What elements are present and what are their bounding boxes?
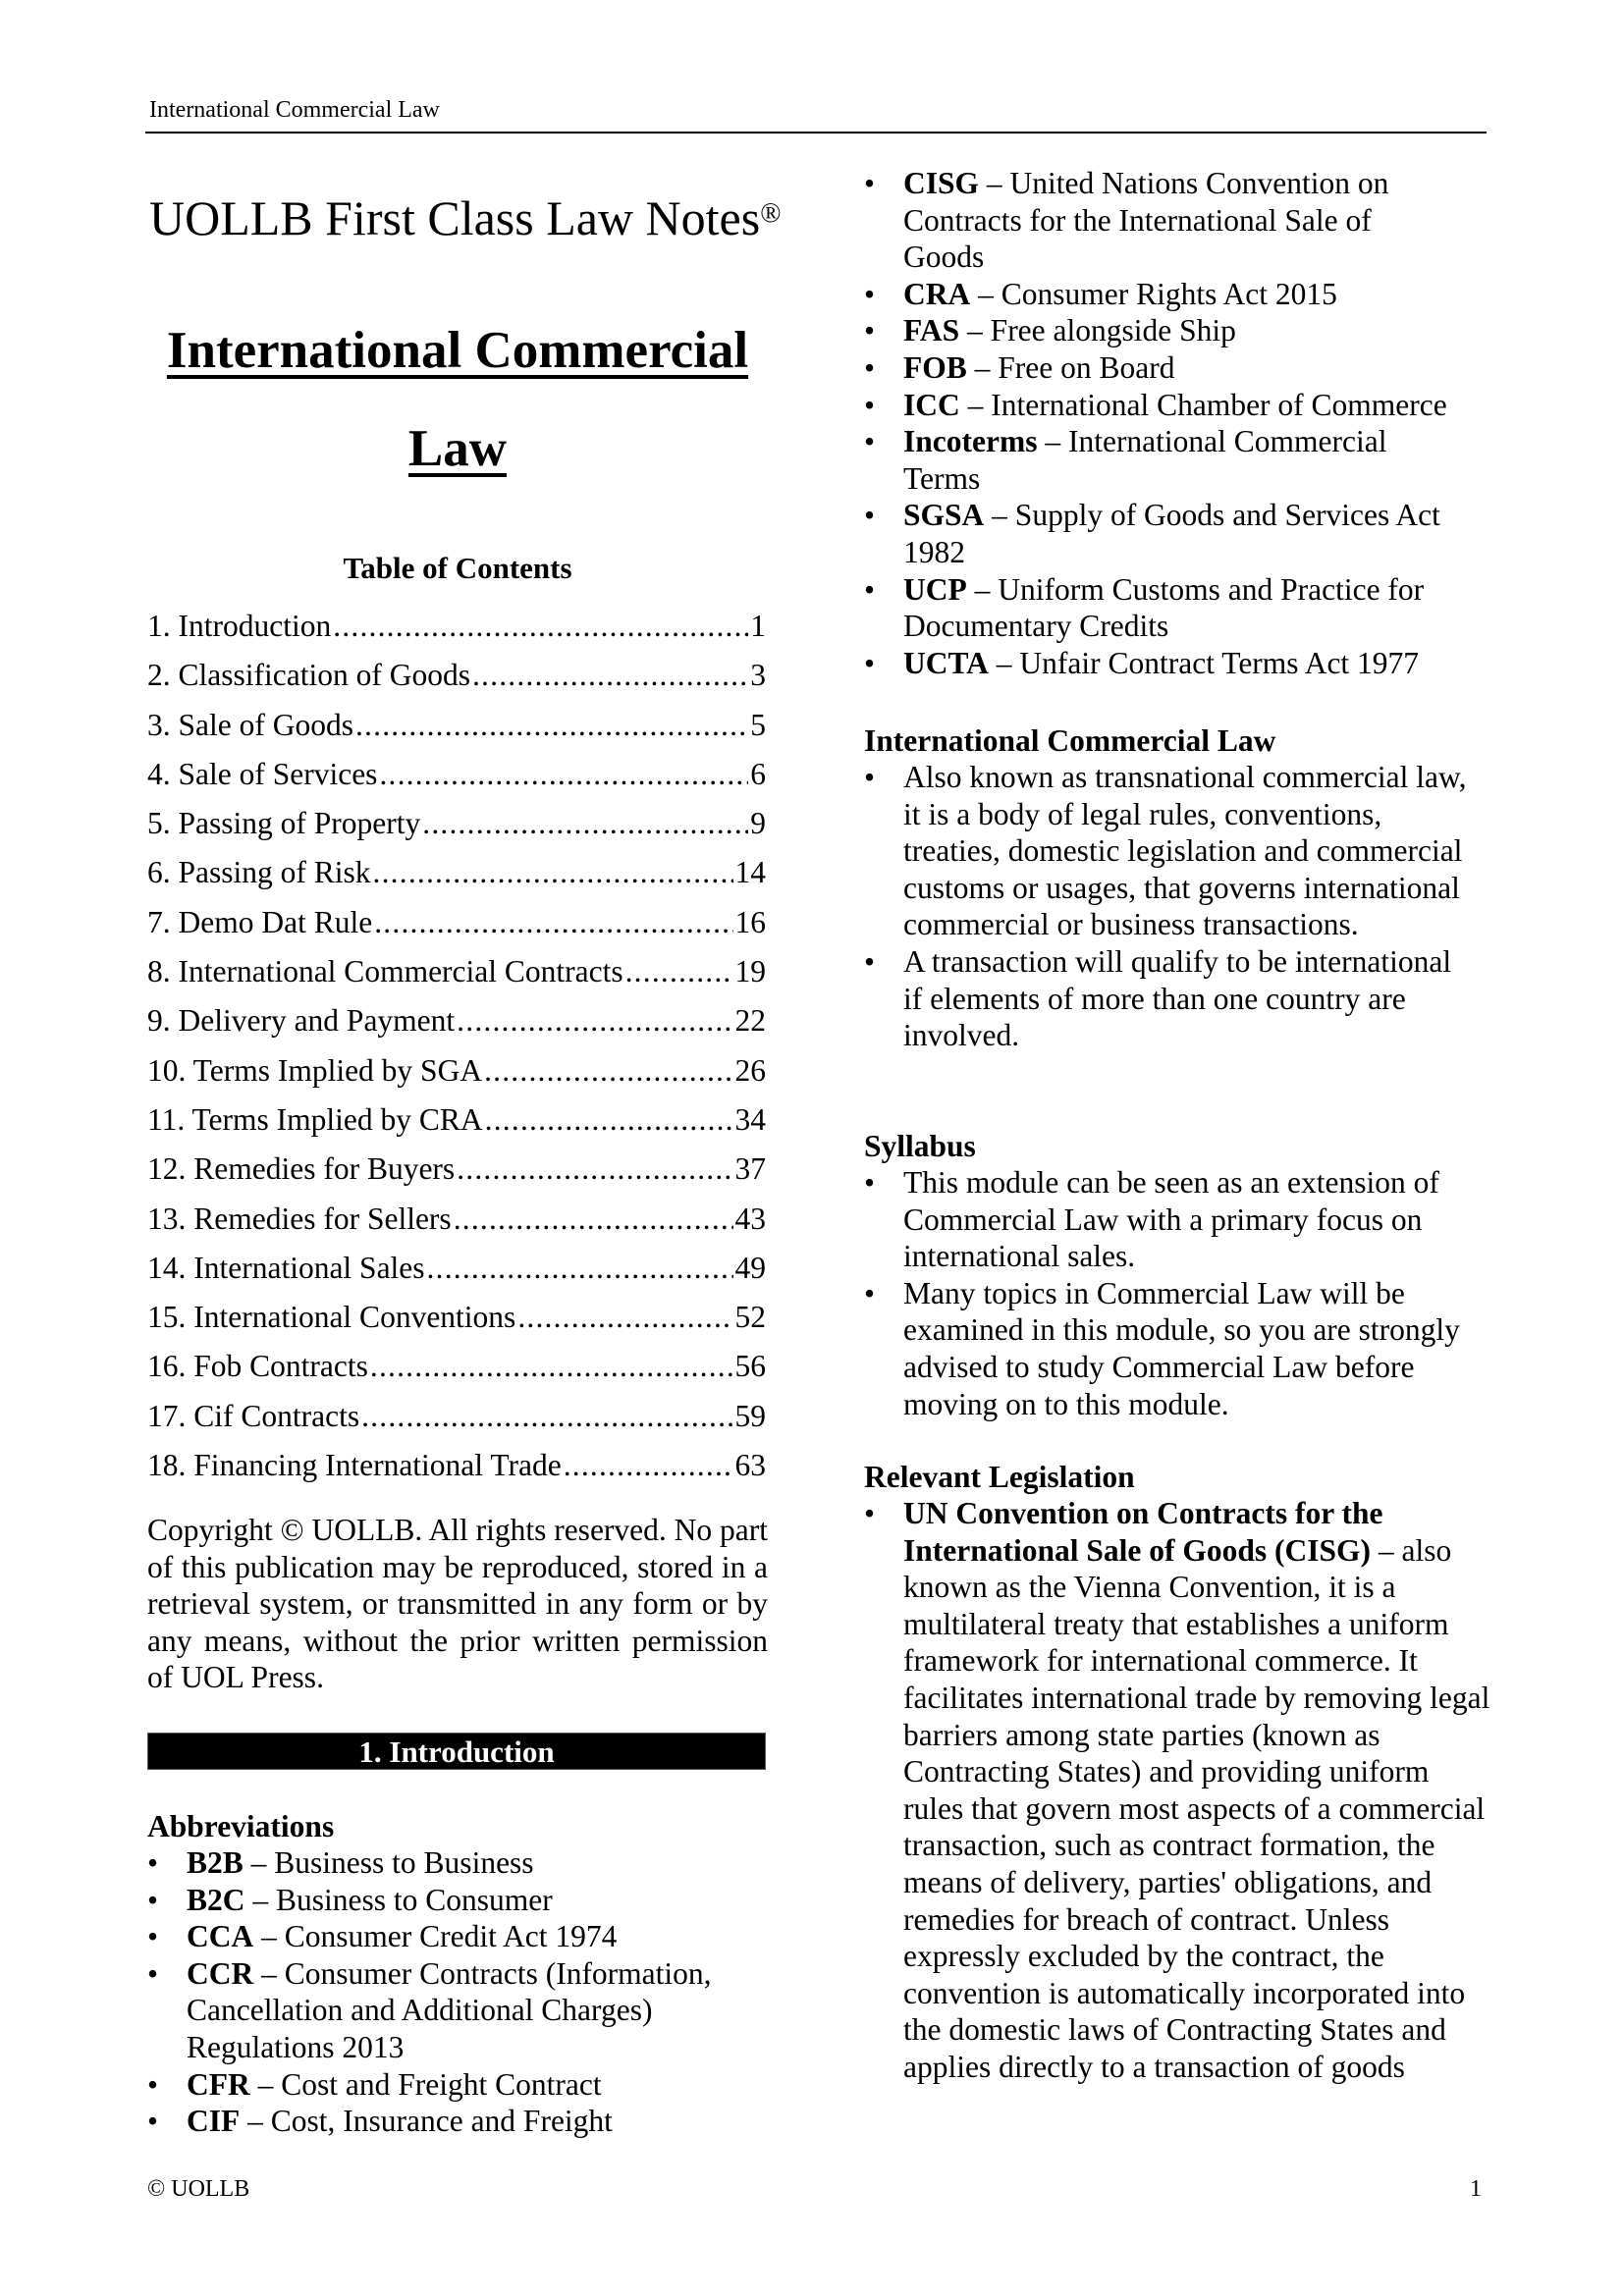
toc-entry-page: 22	[734, 1003, 766, 1039]
toc-leader-dots	[427, 1249, 733, 1288]
toc-entry[interactable]	[147, 952, 766, 1001]
abbreviation-term: CIF	[187, 2104, 241, 2139]
toc-entry-page: 56	[734, 1349, 766, 1384]
icl-item	[864, 759, 1483, 943]
toc-entry-label: 5. Passing of Property	[147, 806, 421, 841]
toc-leader-dots	[370, 1347, 733, 1386]
footer-copyright: © UOLLB	[147, 2176, 250, 2202]
toc-entry-page: 5	[750, 707, 766, 742]
bullet-icon: •	[864, 1496, 876, 1530]
toc-leader-dots	[379, 755, 748, 794]
toc-leader-dots	[333, 607, 748, 646]
section-heading-bar: 1. Introduction	[147, 1733, 766, 1770]
toc-entry[interactable]	[147, 1051, 766, 1100]
brand-text: UOLLB First Class Law Notes	[149, 190, 761, 245]
abbreviation-item	[864, 276, 1492, 313]
toc-entry-label: 4. Sale of Services	[147, 756, 378, 791]
abbreviation-desc: – Consumer Contracts (Information, Cancellation and Additional Charges) Regulations 2013	[187, 1955, 712, 2064]
table-of-contents	[147, 607, 766, 1495]
abbreviation-desc: – International Chamber of Commerce	[959, 387, 1447, 422]
toc-entry[interactable]	[147, 755, 766, 804]
abbreviation-term: CISG	[903, 166, 980, 200]
toc-leader-dots	[361, 1397, 732, 1436]
abbreviation-desc: – Business to Consumer	[244, 1882, 553, 1917]
toc-entry-page: 59	[734, 1398, 766, 1433]
bullet-icon: •	[147, 1882, 159, 1917]
brand-line	[149, 188, 781, 247]
toc-entry[interactable]	[147, 706, 766, 755]
toc-entry[interactable]	[147, 656, 766, 705]
document-title-line-1	[147, 320, 768, 381]
document-title-text-1: International Commercial	[166, 322, 749, 379]
bullet-icon: •	[864, 387, 876, 422]
document-title-line-2	[147, 418, 768, 479]
icl-heading: International Commercial Law	[864, 723, 1276, 758]
toc-entry[interactable]	[147, 1347, 766, 1396]
toc-entry-page: 52	[734, 1300, 766, 1335]
toc-leader-dots	[422, 804, 748, 843]
registered-mark-icon: ®	[760, 198, 782, 229]
abbreviation-item	[147, 1955, 776, 2066]
abbreviation-desc: – Uniform Customs and Practice for Documentary Credits	[903, 571, 1425, 644]
abbreviation-desc: – Consumer Credit Act 1974	[253, 1919, 618, 1954]
bullet-icon: •	[864, 313, 876, 348]
abbreviations-list-left	[147, 1844, 776, 2140]
abbreviation-item	[864, 387, 1492, 424]
bullet-icon: •	[864, 1165, 876, 1200]
toc-entry-label: 15. International Conventions	[147, 1300, 516, 1335]
abbreviation-term: ICC	[903, 387, 960, 422]
abbreviation-item	[864, 423, 1492, 497]
bullet-icon: •	[864, 166, 876, 200]
toc-entry-label: 2. Classification of Goods	[147, 658, 470, 693]
toc-entry[interactable]	[147, 903, 766, 952]
abbreviation-term: CRA	[903, 276, 971, 311]
toc-leader-dots	[484, 1051, 732, 1091]
toc-entry-page: 9	[750, 806, 766, 841]
bullet-icon: •	[864, 349, 876, 385]
syllabus-item	[864, 1275, 1492, 1422]
legislation-item-text: – also known as the Vienna Convention, it is a multilateral treaty that establishes a uniform framework for international commerce. It facilitates international trade by removing legal barriers among state parties (known as Contracting States) and providing uniform rules that govern most aspects of a commercial transaction, such as contract formation, the means of delivery, parties' obligations, and remedies for breach of contract. Unless expressly excluded by the contract, the convention is automatically incorporated into the domestic laws of Contracting States and applies directly to a transaction of goods	[903, 1532, 1490, 2084]
toc-entry-label: 16. Fob Contracts	[147, 1349, 368, 1384]
abbreviation-term: FOB	[903, 349, 967, 385]
abbreviation-item	[147, 2103, 776, 2140]
toc-entry-page: 34	[734, 1101, 766, 1137]
abbreviation-desc: – Business to Business	[243, 1845, 534, 1880]
bullet-icon: •	[864, 424, 876, 459]
toc-entry-page: 49	[734, 1250, 766, 1285]
abbreviation-term: CFR	[187, 2066, 250, 2102]
toc-entry-page: 14	[734, 855, 766, 890]
bullet-icon: •	[864, 943, 876, 979]
toc-entry-label: 13. Remedies for Sellers	[147, 1201, 452, 1236]
toc-leader-dots	[457, 1149, 732, 1189]
toc-leader-dots	[355, 706, 748, 745]
legislation-heading: Relevant Legislation	[864, 1460, 1135, 1494]
bullet-icon: •	[147, 1955, 159, 1991]
bullet-icon: •	[864, 276, 876, 311]
toc-leader-dots	[485, 1100, 733, 1140]
abbreviation-item	[864, 349, 1492, 387]
abbreviation-desc: – United Nations Convention on Contracts for the International Sale of Goods	[903, 166, 1389, 275]
toc-entry[interactable]	[147, 1001, 766, 1050]
abbreviation-desc: – Cost and Freight Contract	[249, 2066, 602, 2102]
abbreviation-desc: – Free alongside Ship	[959, 313, 1236, 348]
toc-entry-label: 12. Remedies for Buyers	[147, 1151, 456, 1187]
icl-list	[864, 759, 1483, 1054]
toc-leader-dots	[457, 1001, 732, 1041]
toc-entry-label: 14. International Sales	[147, 1250, 425, 1285]
toc-entry-page: 1	[750, 609, 766, 643]
abbreviation-term: CCA	[187, 1919, 254, 1954]
bullet-icon: •	[864, 571, 876, 607]
abbreviation-item	[864, 497, 1492, 570]
bullet-icon: •	[147, 2066, 159, 2102]
toc-heading: Table of Contents	[343, 551, 572, 585]
abbreviation-term: UCP	[903, 571, 967, 607]
abbreviation-item	[864, 312, 1492, 349]
abbreviation-desc: – Unfair Contract Terms Act 1977	[988, 645, 1420, 680]
toc-entry-page: 43	[734, 1201, 766, 1236]
abbreviation-desc: – Free on Board	[966, 349, 1175, 385]
toc-entry-page: 37	[734, 1151, 766, 1187]
running-header: International Commercial Law	[149, 97, 440, 123]
toc-entry-label: 17. Cif Contracts	[147, 1398, 360, 1433]
toc-entry[interactable]	[147, 1200, 766, 1249]
abbreviation-term: B2B	[187, 1845, 243, 1880]
abbreviation-item	[147, 1882, 776, 1919]
icl-item-text: A transaction will qualify to be international if elements of more than one country are involved.	[903, 943, 1452, 1053]
syllabus-item-text: Many topics in Commercial Law will be examined in this module, so you are strongly advised to study Commercial Law before moving on to this module.	[903, 1275, 1460, 1421]
bullet-icon: •	[147, 1919, 159, 1954]
abbreviations-heading: Abbreviations	[147, 1809, 335, 1843]
icl-item-text: Also known as transnational commercial law, it is a body of legal rules, conventions, treaties, domestic legislation and commercial customs or usages, that governs international commercial or business transactions.	[903, 760, 1467, 942]
syllabus-list	[864, 1164, 1492, 1422]
abbreviation-term: CCR	[187, 1955, 254, 1991]
bullet-icon: •	[147, 2104, 159, 2139]
toc-entry[interactable]	[147, 1298, 766, 1347]
toc-entry[interactable]	[147, 853, 766, 902]
toc-leader-dots	[625, 952, 733, 991]
abbreviation-desc: – Consumer Rights Act 2015	[970, 276, 1337, 311]
abbreviation-item	[147, 2066, 776, 2104]
bullet-icon: •	[864, 1275, 876, 1310]
toc-entry-page: 19	[734, 954, 766, 989]
document-title-text-2: Law	[407, 420, 508, 477]
toc-leader-dots	[564, 1446, 733, 1485]
toc-entry[interactable]	[147, 1149, 766, 1199]
bullet-icon: •	[864, 498, 876, 533]
toc-entry[interactable]	[147, 1397, 766, 1446]
icl-item	[864, 943, 1483, 1054]
toc-entry[interactable]	[147, 1249, 766, 1298]
abbreviation-item	[147, 1918, 776, 1955]
toc-entry-label: 10. Terms Implied by SGA	[147, 1052, 483, 1088]
abbreviation-item	[864, 645, 1492, 682]
toc-entry-page: 16	[734, 904, 766, 939]
toc-entry-page: 63	[734, 1448, 766, 1483]
toc-entry-label: 11. Terms Implied by CRA	[147, 1101, 483, 1137]
syllabus-item-text: This module can be seen as an extension of Commercial Law with a primary focus on international sales.	[903, 1165, 1439, 1274]
toc-entry-label: 7. Demo Dat Rule	[147, 904, 373, 939]
abbreviation-term: Incoterms	[903, 424, 1038, 459]
toc-entry-label: 1. Introduction	[147, 609, 332, 643]
abbreviation-term: SGSA	[903, 498, 985, 533]
abbreviation-desc: – Cost, Insurance and Freight	[240, 2104, 613, 2139]
toc-leader-dots	[517, 1298, 732, 1337]
bullet-icon: •	[147, 1845, 159, 1880]
abbreviation-desc: – Supply of Goods and Services Act 1982	[903, 498, 1440, 569]
toc-entry[interactable]	[147, 607, 766, 656]
abbreviations-list-right	[864, 165, 1492, 681]
toc-leader-dots	[472, 656, 748, 695]
abbreviation-term: UCTA	[903, 645, 989, 680]
abbreviation-term: B2C	[187, 1882, 245, 1917]
toc-entry-label: 8. International Commercial Contracts	[147, 954, 623, 989]
toc-entry-label: 6. Passing of Risk	[147, 855, 371, 890]
bullet-icon: •	[864, 760, 876, 794]
toc-leader-dots	[373, 853, 733, 892]
bullet-icon: •	[864, 645, 876, 680]
toc-entry-page: 3	[750, 658, 766, 693]
toc-entry[interactable]	[147, 1100, 766, 1149]
toc-leader-dots	[454, 1200, 733, 1239]
page-number: 1	[1470, 2176, 1482, 2202]
toc-entry-label: 3. Sale of Goods	[147, 707, 353, 742]
toc-leader-dots	[374, 903, 732, 942]
abbreviation-item	[864, 165, 1492, 276]
legislation-list	[864, 1495, 1492, 2086]
toc-entry-page: 6	[750, 756, 766, 791]
legislation-item	[864, 1495, 1492, 2086]
abbreviation-item	[864, 571, 1492, 645]
abbreviation-term: FAS	[903, 313, 960, 348]
legislation-item-title: UN Convention on Contracts for the International Sale of Goods (CISG)	[903, 1496, 1383, 1568]
syllabus-heading: Syllabus	[864, 1129, 976, 1163]
toc-entry-page: 26	[734, 1052, 766, 1088]
toc-entry[interactable]	[147, 804, 766, 853]
toc-entry[interactable]	[147, 1446, 766, 1495]
toc-entry-label: 18. Financing International Trade	[147, 1448, 562, 1483]
syllabus-item	[864, 1164, 1492, 1275]
toc-entry-label: 9. Delivery and Payment	[147, 1003, 456, 1039]
copyright-notice: Copyright © UOLLB. All rights reserved. No part of this publication may be reproduced, stored in a retrieval system, or transmitted in any form or by any means, without the prior written permission of UOL Press.	[147, 1513, 768, 1694]
abbreviation-item	[147, 1844, 776, 1882]
header-rule	[145, 132, 1487, 133]
abbreviation-desc: – International Commercial Terms	[903, 424, 1387, 496]
